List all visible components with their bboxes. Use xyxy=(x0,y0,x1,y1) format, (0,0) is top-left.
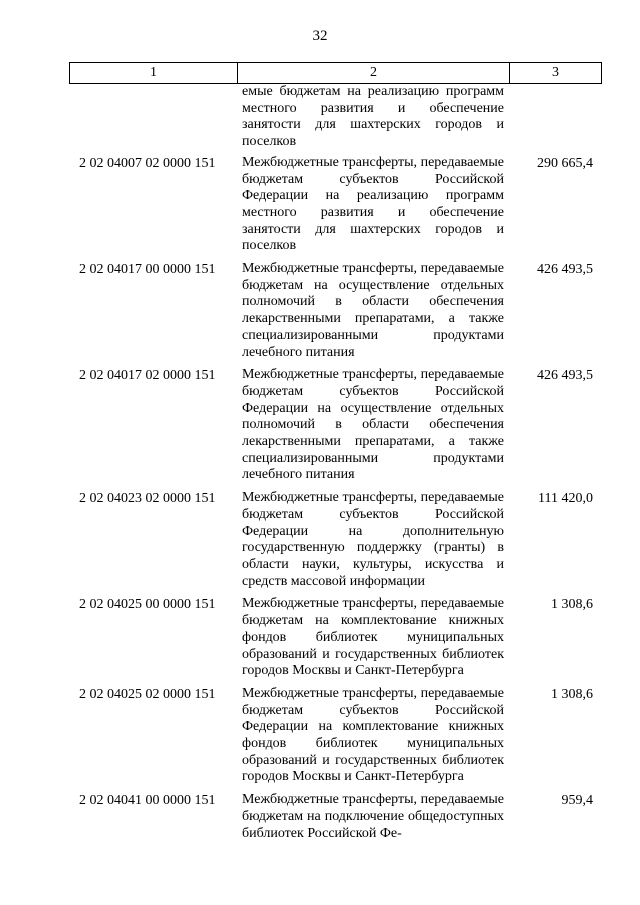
row-amount: 959,4 xyxy=(561,793,593,809)
column-header-2: 2 xyxy=(238,63,510,83)
page-number: 32 xyxy=(312,28,328,44)
row-code: 2 02 04023 02 0000 151 xyxy=(79,491,216,507)
row-code: 2 02 04025 00 0000 151 xyxy=(79,597,216,613)
table-row xyxy=(69,490,602,590)
row-code: 2 02 04041 00 0000 151 xyxy=(79,793,216,809)
row-amount: 1 308,6 xyxy=(551,597,593,613)
table-row xyxy=(69,84,602,151)
column-header-1: 1 xyxy=(70,63,238,83)
row-description: Межбюджетные трансферты, передаваемые бюджетам на комплектование книжных фондов библиотек муниципальных образований и государственных библиотек городов Москвы и Санкт-Петербурга xyxy=(242,596,504,679)
row-amount: 1 308,6 xyxy=(551,686,593,702)
table-body xyxy=(69,84,602,848)
row-description: Межбюджетные трансферты, передаваемые бюджетам субъектов Российской Федерации на дополнительную государственную поддержку (гранты) в области науки, культуры, искусства и средств массовой информации xyxy=(242,490,504,589)
table-row xyxy=(69,596,602,680)
column-header-3: 3 xyxy=(552,65,559,80)
row-code: 2 02 04017 00 0000 151 xyxy=(79,262,216,278)
row-description: емые бюджетам на реализацию программ местного развития и обеспечение занятости для шахтерских городов и поселков xyxy=(242,84,504,150)
row-code: 2 02 04017 02 0000 151 xyxy=(79,368,216,384)
row-code: 2 02 04025 02 0000 151 xyxy=(79,686,216,702)
table-row xyxy=(69,792,602,842)
table-header xyxy=(69,62,602,84)
table-row xyxy=(69,261,602,361)
row-amount: 426 493,5 xyxy=(537,368,593,384)
table-row xyxy=(69,367,602,484)
row-amount: 290 665,4 xyxy=(537,155,593,171)
row-amount: 111 420,0 xyxy=(538,491,593,507)
row-description: Межбюджетные трансферты, передаваемые бюджетам субъектов Российской Федерации на комплектование книжных фондов библиотек муниципальных образований и государственных библиотек городов Москвы и Санкт-Петербурга xyxy=(242,685,504,785)
row-description: Межбюджетные трансферты, передаваемые бюджетам субъектов Российской Федерации на осуществление отдельных полномочий в области обеспечения лекарственными препаратами, а также специализированными продуктами лечебного питания xyxy=(242,367,504,483)
table-row xyxy=(69,155,602,255)
row-description: Межбюджетные трансферты, передаваемые бюджетам субъектов Российской Федерации на реализацию программ местного развития и обеспечение занятости для шахтерских городов и поселков xyxy=(242,154,504,254)
row-amount: 426 493,5 xyxy=(537,262,593,278)
table-row xyxy=(69,686,602,786)
row-code: 2 02 04007 02 0000 151 xyxy=(79,155,216,171)
row-description: Межбюджетные трансферты, передаваемые бюджетам на подключение общедоступных библиотек Российской Фе- xyxy=(242,792,504,841)
row-description: Межбюджетные трансферты, передаваемые бюджетам на осуществление отдельных полномочий в области обеспечения лекарственными препаратами, а также специализированными продуктами лечебного питания xyxy=(242,261,504,360)
